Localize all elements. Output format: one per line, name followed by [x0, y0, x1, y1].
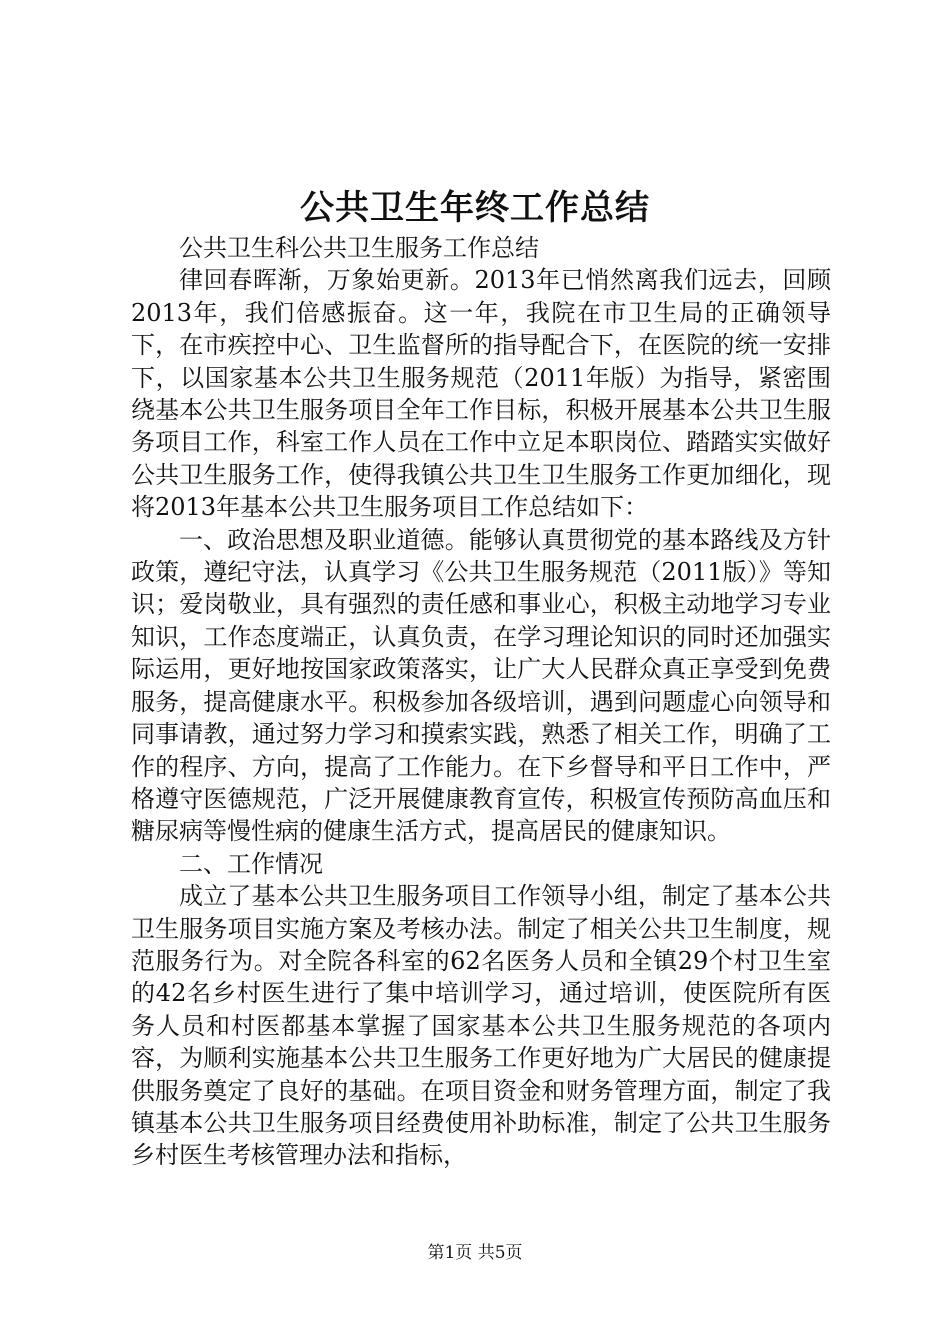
page-number-footer: 第1页 共5页: [427, 1243, 523, 1263]
section-subtitle: 公共卫生科公共卫生服务工作总结: [179, 234, 539, 262]
work-situation-paragraph: 成立了基本公共卫生服务项目工作领导小组，制定了基本公共卫生服务项目实施方案及考核办法。制定了相关公共卫生制度，规范服务行为。对全院各科室的62名医务人员和全镇29个村卫生室的42名乡村医生进行了集中培训学习，通过培训，使医院所有医务人员和村医都基本掌握了国家基本公共卫生服务规范的各项内容，为顺利实施基本公共卫生服务工作更好地为广大居民的健康提供服务奠定了良好的基础。在项目资金和财务管理方面，制定了我镇基本公共卫生服务项目经费使用补助标准，制定了公共卫生服务乡村医生考核管理办法和指标，: [131, 882, 831, 1170]
intro-paragraph: 律回春晖渐，万象始更新。2013年已悄然离我们远去，回顾2013年，我们倍感振奋。这一年，我院在市卫生局的正确领导下，在市疾控中心、卫生监督所的指导配合下，在医院的统一安排下，以国家基本公共卫生服务规范（2011年版）为指导，紧密围绕基本公共卫生服务项目全年工作目标，积极开展基本公共卫生服务项目工作，科室工作人员在工作中立足本职岗位、踏踏实实做好公共卫生服务工作，使得我镇公共卫生卫生服务工作更加细化，现将2013年基本公共卫生服务项目工作总结如下：: [131, 266, 831, 522]
document-title: 公共卫生年终工作总结: [300, 188, 650, 228]
work-situation-heading: 二、工作情况: [179, 849, 323, 878]
politics-ethics-paragraph: 一、政治思想及职业道德。能够认真贯彻党的基本路线及方针政策，遵纪守法，认真学习《公共卫生服务规范（2011版）》等知识；爱岗敬业，具有强烈的责任感和事业心，积极主动地学习专业知识，工作态度端正，认真负责，在学习理论知识的同时还加强实际运用，更好地按国家政策落实，让广大人民群众真正享受到免费服务，提高健康水平。积极参加各级培训，遇到问题虚心向领导和同事请教，通过努力学习和摸索实践，熟悉了相关工作，明确了工作的程序、方向，提高了工作能力。在下乡督导和平日工作中，严格遵守医德规范，广泛开展健康教育宣传，积极宣传预防高血压和糖尿病等慢性病的健康生活方式，提高居民的健康知识。: [131, 525, 831, 846]
document-body: [131, 232, 831, 1172]
